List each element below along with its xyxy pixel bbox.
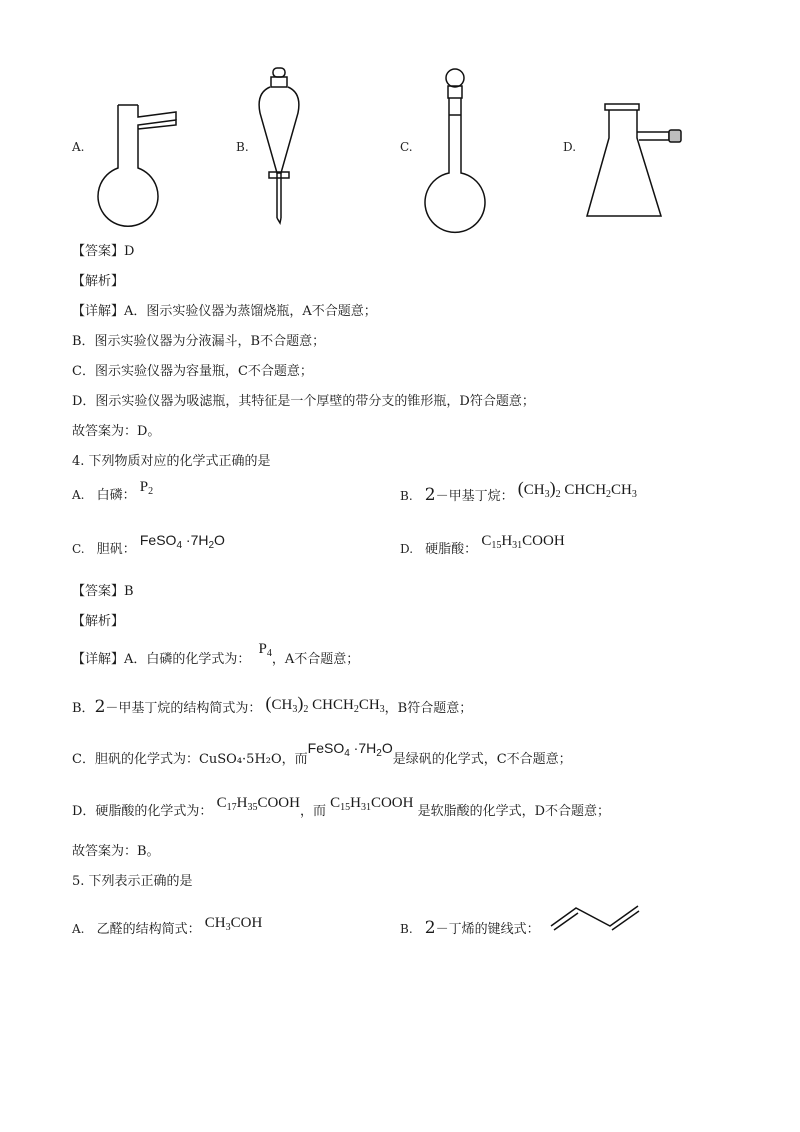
formula-2-methylbutane: $(CH_3)_2$ $CHCH_2CH_3$ — [517, 478, 637, 500]
answer-value: D — [124, 244, 135, 259]
butadiene-skeletal-figure — [548, 898, 643, 934]
explanation-text: A．图示实验仪器为蒸馏烧瓶，A不合题意； — [124, 304, 377, 319]
formula-feso4: FeSO$_4$ $\cdot 7H_2O$ — [139, 532, 225, 551]
formula-c17h35cooh: $C_{17}H_{35}COOH$ — [216, 795, 300, 813]
option-text: －甲基丁烷： — [435, 489, 514, 504]
answer-tag: 【答案】 — [72, 244, 125, 259]
formula-c15h31cooh: $C_{15}H_{31}COOH$ — [330, 795, 414, 813]
answer-tag: 【答案】 — [72, 584, 125, 599]
option-text: 胆矾： — [96, 542, 136, 557]
explanation-text: B． — [72, 701, 95, 716]
formula-c15h31cooh: $C_{15}H_{31}COOH$ — [481, 533, 565, 551]
q4-option-b — [400, 478, 637, 506]
formula-2-methylbutane: $(CH_3)_2$ $CHCH_2CH_3$ — [265, 693, 385, 715]
option-text: 硬脂酸： — [425, 542, 478, 557]
detail-tag: 【详解】 — [72, 652, 125, 667]
separatory-funnel-figure — [250, 63, 310, 228]
explanation-text: C．胆矾的化学式为：CuSO₄·5H₂O，而 — [72, 752, 308, 767]
apparatus-b-label: B. — [236, 140, 249, 154]
explanation-text: 是软脂酸的化学式，D不合题意； — [417, 804, 611, 819]
explanation-text: D．硬脂酸的化学式为： — [72, 804, 213, 819]
option-number: 2 — [424, 918, 436, 938]
apparatus-d-label: D. — [563, 140, 577, 154]
q5-option-a — [72, 915, 263, 939]
q4-conclusion: 故答案为：B。 — [72, 844, 160, 859]
q4-title: 4. 下列物质对应的化学式正确的是 — [72, 454, 271, 469]
explanation-text: ，B符合题意； — [384, 701, 473, 716]
q4-analysis-tag: 【解析】 — [72, 614, 125, 629]
q3-explanation-d: D．图示实验仪器为吸滤瓶，其特征是一个厚壁的带分支的锥形瓶，D符合题意； — [72, 394, 535, 409]
explanation-text: ，而 — [299, 804, 326, 819]
option-label: B. — [400, 922, 413, 936]
option-text: 乙醛的结构简式： — [96, 922, 201, 937]
answer-value: B — [124, 584, 134, 599]
suction-flask-figure — [583, 98, 693, 228]
q4-explanation-d — [72, 795, 611, 821]
option-label: B. — [400, 489, 413, 503]
formula-p4: $P_4$ — [258, 641, 272, 659]
explanation-text: ，A不合题意； — [271, 652, 360, 667]
q4-option-a — [72, 479, 154, 505]
q4-option-c — [72, 532, 225, 559]
q4-answer — [72, 580, 134, 599]
apparatus-c-label: C. — [400, 140, 413, 154]
q3-answer — [72, 240, 134, 259]
option-label: C. — [72, 542, 85, 556]
q5-title: 5. 下列表示正确的是 — [72, 874, 193, 889]
q4-option-d — [400, 533, 565, 559]
q5-option-b — [400, 918, 540, 938]
option-text: －丁烯的键线式： — [435, 922, 540, 937]
explanation-text: 是绿矾的化学式，C不合题意； — [392, 752, 572, 767]
formula-feso4: FeSO$_4$ $\cdot 7H_2O$ — [307, 740, 393, 759]
volumetric-flask-figure — [420, 65, 490, 225]
option-text: 白磷： — [96, 488, 136, 503]
q3-explanation-c: C．图示实验仪器为容量瓶，C不合题意； — [72, 364, 313, 379]
distillation-flask-figure — [90, 95, 190, 225]
q3-conclusion: 故答案为：D。 — [72, 424, 161, 439]
formula-p2: $P_2$ — [139, 479, 154, 497]
option-label: A. — [72, 922, 85, 936]
q3-analysis-tag: 【解析】 — [72, 274, 125, 289]
q4-explanation-c — [72, 740, 572, 769]
q4-explanation-b — [72, 693, 473, 718]
explanation-text: A．白磷的化学式为： — [124, 652, 251, 667]
q4-explanation-a — [72, 641, 360, 669]
detail-tag: 【详解】 — [72, 304, 125, 319]
option-label: D. — [400, 542, 414, 556]
formula-ch3coh: $CH_3COH$ — [204, 915, 263, 933]
explanation-number: 2 — [94, 697, 106, 717]
q3-explanation-b: B．图示实验仪器为分液漏斗，B不合题意； — [72, 334, 326, 349]
option-label: A. — [72, 488, 85, 502]
explanation-text: －甲基丁烷的结构简式为： — [105, 701, 262, 716]
apparatus-a-label: A. — [72, 140, 85, 154]
q3-explanation-a — [72, 300, 377, 319]
option-number: 2 — [424, 485, 436, 505]
